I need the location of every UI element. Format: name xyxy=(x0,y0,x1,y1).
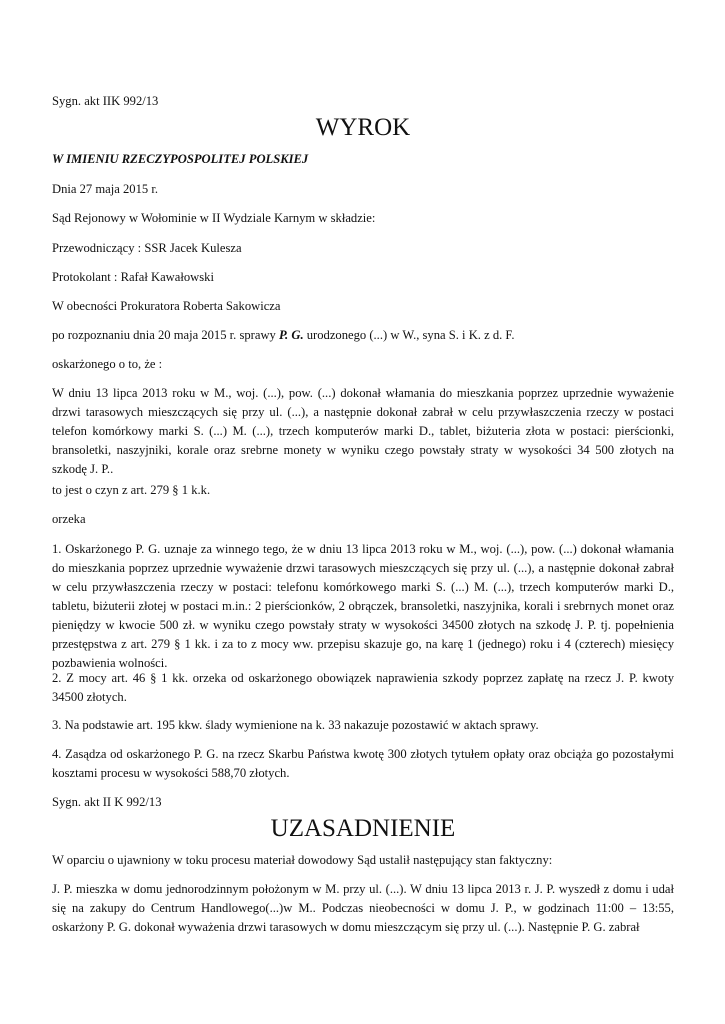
verdict-point-4: 4. Zasądza od oskarżonego P. G. na rzecz Skarbu Państwa kwotę 300 złotych tytułem opłaty oraz obciąża go pozostałymi kosztami procesu w wysokości 588,70 złotych. xyxy=(52,747,674,780)
justification-paragraph-1: J. P. mieszka w domu jednorodzinnym położonym w M. przy ul. (...). W dniu 13 lipca 2013 r. J. P. wyszedł z domu i udał się na zakupy do Centrum Handlowego(...)w M.. Podczas nieobecności w domu J. P., w godzinach 11:00 – 13:55, oskarżony P. G. dokonał wyważenia drzwi tarasowych w domu mieszczącym się przy ul. (...). Następnie P. G. zabrał xyxy=(52,882,674,934)
verdict-point-1: 1. Oskarżonego P. G. uznaje za winnego tego, że w dniu 13 lipca 2013 roku w M., woj. (...), pow. (...) dokonał włamania do mieszkania poprzez uprzednie wyważenie drzwi tarasowych mieszczących się przy ul. (...), a następnie dokonał zabrał w celu przywłaszczenia rzeczy w postaci: telefonu komórkowego marki S. (...) M. (...), trzech komputerów marki D., tabletu, biżuterii złotej w postaci m.in.: 2 pierścionków, 2 obrączek, bransoletki, naszyjnika, korali i srebrnych monet oraz pieniędzy w kwocie 500 zł. w wyniku czego powstały straty w wysokości 34500 złotych na szkodę J. P. tj. popełnienia przestępstwa z art. 279 § 1 kk. i za to z mocy ww. przepisu skazuje go, na karę 1 (jednego) roku i 4 (czterech) miesięcy pozbawienia wolności. xyxy=(52,542,674,670)
verdict-date: Dnia 27 maja 2015 r. xyxy=(52,182,158,196)
justification-title: UZASADNIENIE xyxy=(270,815,456,842)
charge-article: to jest o czyn z art. 279 § 1 k.k. xyxy=(52,483,211,497)
charge-paragraph: W dniu 13 lipca 2013 roku w M., woj. (...), pow. (...) dokonał włamania do mieszkania poprzez uprzednie wyważenie drzwi tarasowych mieszczących się przy ul. (...), a następnie dokonał zabrał w celu przywłaszczenia rzeczy w postaci telefon komórkowy marki S. (...) M. (...), trzech komputerów marki D., tablet, biżuteria złota w postaci: pierścionki, bransoletki, naszyjniki, korale oraz srebrne monety w wyniku czego powstały straty w wysokości 34 500 złotych na szkodę J. P.. xyxy=(52,386,674,476)
in-the-name-heading: W IMIENIU RZECZYPOSPOLITEJ POLSKIEJ xyxy=(52,152,309,166)
justification-signature: Sygn. akt II K 992/13 xyxy=(52,795,162,809)
defendant-name: P. G. xyxy=(278,328,304,342)
court-composition: Sąd Rejonowy w Wołominie w II Wydziale Karnym w składzie: xyxy=(52,211,376,225)
verdict-title: WYROK xyxy=(315,114,411,141)
case-signature: Sygn. akt IIK 992/13 xyxy=(52,94,159,108)
accused-of: oskarżonego o to, że : xyxy=(52,357,163,371)
presiding-judge: Przewodniczący : SSR Jacek Kulesza xyxy=(52,241,242,255)
prosecutor-presence: W obecności Prokuratora Roberta Sakowicza xyxy=(52,299,281,313)
case-text-before: po rozpoznaniu dnia 20 maja 2015 r. sprawy xyxy=(52,328,279,342)
case-description xyxy=(52,326,515,345)
justification-intro: W oparciu o ujawniony w toku procesu materiał dowodowy Sąd ustalił następujący stan faktyczny: xyxy=(52,853,553,867)
court-clerk: Protokolant : Rafał Kawałowski xyxy=(52,270,214,284)
verdict-point-3: 3. Na podstawie art. 195 kkw. ślady wymienione na k. 33 nakazuje pozostawić w aktach sprawy. xyxy=(52,718,539,732)
orzeka-label: orzeka xyxy=(52,512,86,526)
case-text-after: urodzonego (...) w W., syna S. i K. z d. F. xyxy=(303,328,515,342)
verdict-point-2: 2. Z mocy art. 46 § 1 kk. orzeka od oskarżonego obowiązek naprawienia szkody poprzez zapłatę na rzecz J. P. kwoty 34500 złotych. xyxy=(52,671,674,704)
